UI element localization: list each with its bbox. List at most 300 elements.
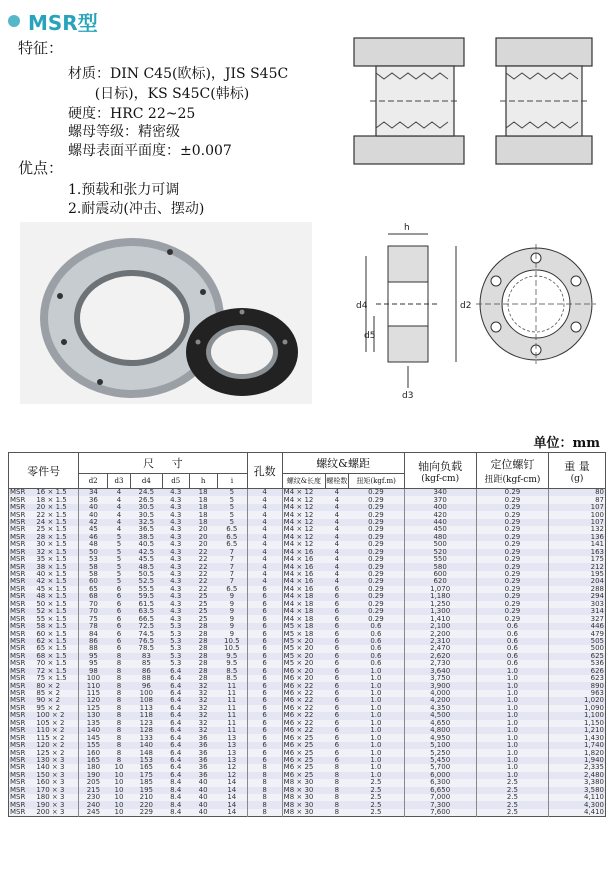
part-size: 75 × 1.5: [35, 675, 78, 682]
cell-weight: 80: [549, 489, 606, 497]
cell-axial-load: 5,700: [404, 764, 476, 771]
table-row: [9, 727, 606, 734]
cell-d4: 96: [130, 682, 162, 689]
cell-torque: 0.6: [348, 653, 404, 660]
cell-weight: 4,110: [549, 794, 606, 801]
cell-screw-count: 6: [326, 712, 349, 719]
part-prefix: MSR: [9, 794, 36, 801]
cell-set-screw-torque: 0.29: [476, 496, 548, 503]
part-prefix: MSR: [9, 623, 36, 630]
cell-thread: M6 × 25: [282, 742, 325, 749]
cell-thread: M5 × 20: [282, 660, 325, 667]
cell-torque: 1.0: [348, 690, 404, 697]
cell-thread: M5 × 18: [282, 623, 325, 630]
cell-torque: 1.0: [348, 757, 404, 764]
part-prefix: MSR: [9, 787, 36, 794]
cell-set-screw-torque: 0.29: [476, 549, 548, 556]
cell-d5: 4.3: [162, 571, 189, 578]
cell-h: 25: [189, 608, 217, 615]
cell-d4: 195: [130, 787, 162, 794]
cell-holes: 6: [247, 690, 282, 697]
cell-holes: 8: [247, 801, 282, 808]
cell-set-screw-torque: 0.29: [476, 541, 548, 548]
cell-d2: 135: [79, 720, 108, 727]
cell-set-screw-torque: 0.29: [476, 526, 548, 533]
cell-d2: 230: [79, 794, 108, 801]
cell-torque: 0.29: [348, 496, 404, 503]
cell-i: 12: [217, 772, 247, 779]
cell-d5: 4.3: [162, 519, 189, 526]
cell-thread: M4 × 12: [282, 511, 325, 518]
cell-thread: M4 × 12: [282, 519, 325, 526]
cell-thread: M4 × 18: [282, 608, 325, 615]
cell-axial-load: 7,600: [404, 809, 476, 817]
cell-screw-count: 6: [326, 660, 349, 667]
cell-screw-count: 4: [326, 526, 349, 533]
cell-weight: 1,150: [549, 720, 606, 727]
cell-d3: 8: [108, 749, 131, 756]
cell-screw-count: 6: [326, 645, 349, 652]
cell-holes: 8: [247, 764, 282, 771]
cell-weight: 107: [549, 504, 606, 511]
cell-d2: 165: [79, 757, 108, 764]
cell-screw-count: 6: [326, 608, 349, 615]
cell-h: 40: [189, 787, 217, 794]
cell-d4: 50.5: [130, 571, 162, 578]
cell-screw-count: 6: [326, 630, 349, 637]
cell-weight: 132: [549, 526, 606, 533]
cell-torque: 1.0: [348, 749, 404, 756]
cell-holes: 6: [247, 615, 282, 622]
cell-holes: 6: [247, 734, 282, 741]
cell-d5: 6.4: [162, 772, 189, 779]
cell-thread: M6 × 22: [282, 727, 325, 734]
weight-unit: (g): [570, 473, 584, 484]
cell-axial-load: 5,100: [404, 742, 476, 749]
cell-d3: 6: [108, 608, 131, 615]
cell-torque: 1.0: [348, 742, 404, 749]
cell-axial-load: 370: [404, 496, 476, 503]
cell-set-screw-torque: 0.6: [476, 630, 548, 637]
cell-d2: 46: [79, 534, 108, 541]
cell-d4: 38.5: [130, 534, 162, 541]
cell-axial-load: 3,750: [404, 675, 476, 682]
part-size: 80 × 2: [35, 682, 78, 689]
cell-weight: 1,090: [549, 705, 606, 712]
part-prefix: MSR: [9, 489, 36, 497]
cell-holes: 6: [247, 727, 282, 734]
cell-h: 22: [189, 578, 217, 585]
table-row: [9, 682, 606, 689]
cell-axial-load: 440: [404, 519, 476, 526]
cell-thread: M6 × 22: [282, 690, 325, 697]
cell-d3: 10: [108, 794, 131, 801]
cell-d5: 8.4: [162, 801, 189, 808]
cell-d3: 6: [108, 638, 131, 645]
cell-set-screw-torque: 1.0: [476, 764, 548, 771]
cell-d4: 59.5: [130, 593, 162, 600]
cell-set-screw-torque: 0.29: [476, 534, 548, 541]
cell-set-screw-torque: 0.29: [476, 586, 548, 593]
cell-d5: 6.4: [162, 749, 189, 756]
cell-d4: 220: [130, 801, 162, 808]
cell-weight: 1,940: [549, 757, 606, 764]
cell-h: 36: [189, 749, 217, 756]
cell-d5: 4.3: [162, 549, 189, 556]
table-row: [9, 712, 606, 719]
part-size: 72 × 1.5: [35, 668, 78, 675]
part-size: 55 × 1.5: [35, 615, 78, 622]
cell-d2: 98: [79, 668, 108, 675]
cell-d3: 8: [108, 720, 131, 727]
cell-h: 32: [189, 682, 217, 689]
cell-weight: 623: [549, 675, 606, 682]
cell-weight: 3,380: [549, 779, 606, 786]
part-prefix: MSR: [9, 720, 36, 727]
cell-screw-count: 8: [326, 787, 349, 794]
table-row: [9, 578, 606, 585]
cell-set-screw-torque: 2.5: [476, 801, 548, 808]
cell-weight: 1,100: [549, 712, 606, 719]
part-size: 95 × 2: [35, 705, 78, 712]
cell-set-screw-torque: 0.29: [476, 556, 548, 563]
cell-holes: 6: [247, 675, 282, 682]
cell-d4: 72.5: [130, 623, 162, 630]
cell-thread: M6 × 22: [282, 720, 325, 727]
cell-weight: 1,820: [549, 749, 606, 756]
cell-thread: M4 × 18: [282, 601, 325, 608]
cell-axial-load: 3,900: [404, 682, 476, 689]
cell-axial-load: 1,300: [404, 608, 476, 615]
cell-d2: 160: [79, 749, 108, 756]
cell-h: 32: [189, 712, 217, 719]
part-size: 52 × 1.5: [35, 608, 78, 615]
cell-d4: 133: [130, 734, 162, 741]
cell-d5: 6.4: [162, 682, 189, 689]
part-prefix: MSR: [9, 809, 36, 817]
cell-holes: 8: [247, 787, 282, 794]
cell-axial-load: 1,180: [404, 593, 476, 600]
sub-header-d3: d3: [108, 474, 131, 489]
sub-header-screw-count: 螺栓数: [326, 474, 349, 489]
part-prefix: MSR: [9, 534, 36, 541]
cell-holes: 4: [247, 504, 282, 511]
cell-axial-load: 450: [404, 526, 476, 533]
cell-screw-count: 4: [326, 496, 349, 503]
cell-d2: 190: [79, 772, 108, 779]
header-thread: 螺纹&螺距: [282, 453, 404, 474]
part-prefix: MSR: [9, 749, 36, 756]
cell-h: 32: [189, 720, 217, 727]
table-row: [9, 556, 606, 563]
cell-set-screw-torque: 1.0: [476, 697, 548, 704]
part-size: 85 × 2: [35, 690, 78, 697]
cell-d5: 6.4: [162, 757, 189, 764]
cell-d4: 24.5: [130, 489, 162, 497]
cell-torque: 0.29: [348, 556, 404, 563]
cell-set-screw-torque: 1.0: [476, 749, 548, 756]
cell-holes: 4: [247, 526, 282, 533]
cell-set-screw-torque: 0.6: [476, 623, 548, 630]
part-size: 180 × 3: [35, 794, 78, 801]
table-row: [9, 645, 606, 652]
cell-holes: 6: [247, 682, 282, 689]
cell-screw-count: 6: [326, 749, 349, 756]
cell-d5: 4.3: [162, 489, 189, 497]
cell-torque: 2.5: [348, 794, 404, 801]
cell-d5: 4.3: [162, 534, 189, 541]
cell-d3: 5: [108, 534, 131, 541]
cell-set-screw-torque: 1.0: [476, 668, 548, 675]
cell-thread: M6 × 22: [282, 705, 325, 712]
cell-set-screw-torque: 1.0: [476, 742, 548, 749]
cell-torque: 1.0: [348, 682, 404, 689]
cell-d3: 4: [108, 526, 131, 533]
cell-torque: 1.0: [348, 705, 404, 712]
cell-thread: M4 × 12: [282, 534, 325, 541]
cell-h: 36: [189, 757, 217, 764]
feature-line: 材质：DIN C45(欧标)，JIS S45C: [68, 66, 289, 82]
cell-weight: 141: [549, 541, 606, 548]
cell-h: 20: [189, 534, 217, 541]
cell-h: 36: [189, 764, 217, 771]
cell-set-screw-torque: 1.0: [476, 682, 548, 689]
table-row: [9, 660, 606, 667]
cell-axial-load: 580: [404, 563, 476, 570]
part-size: 60 × 1.5: [35, 630, 78, 637]
part-prefix: MSR: [9, 727, 36, 734]
cell-d3: 6: [108, 615, 131, 622]
feature-line: 螺母表面平面度：±0.007: [68, 143, 232, 159]
cell-thread: M6 × 22: [282, 697, 325, 704]
cell-weight: 294: [549, 593, 606, 600]
cell-d2: 140: [79, 727, 108, 734]
cell-torque: 0.29: [348, 593, 404, 600]
cell-d5: 6.4: [162, 727, 189, 734]
cell-set-screw-torque: 0.29: [476, 489, 548, 497]
cell-d3: 4: [108, 496, 131, 503]
part-size: 130 × 3: [35, 757, 78, 764]
cell-d3: 8: [108, 660, 131, 667]
cell-d3: 8: [108, 675, 131, 682]
cell-h: 18: [189, 489, 217, 497]
part-prefix: MSR: [9, 801, 36, 808]
cell-axial-load: 4,650: [404, 720, 476, 727]
part-prefix: MSR: [9, 712, 36, 719]
sub-header-h: h: [189, 474, 217, 489]
advantages-label: 优点：: [18, 159, 64, 177]
cell-axial-load: 4,350: [404, 705, 476, 712]
cell-torque: 0.29: [348, 526, 404, 533]
cell-i: 5: [217, 504, 247, 511]
cell-i: 5: [217, 519, 247, 526]
cell-d4: 108: [130, 697, 162, 704]
cell-d2: 70: [79, 608, 108, 615]
part-prefix: MSR: [9, 608, 36, 615]
cell-h: 32: [189, 697, 217, 704]
cell-set-screw-torque: 2.5: [476, 787, 548, 794]
cell-d4: 148: [130, 749, 162, 756]
cell-holes: 6: [247, 630, 282, 637]
cell-i: 10.5: [217, 638, 247, 645]
cell-holes: 6: [247, 712, 282, 719]
cell-thread: M8 × 30: [282, 779, 325, 786]
cell-torque: 1.0: [348, 720, 404, 727]
cell-weight: 136: [549, 534, 606, 541]
cell-h: 22: [189, 586, 217, 593]
table-row: [9, 749, 606, 756]
part-size: 18 × 1.5: [35, 496, 78, 503]
cell-i: 11: [217, 690, 247, 697]
dim-label-d3: d3: [402, 391, 414, 401]
cell-holes: 4: [247, 578, 282, 585]
cell-set-screw-torque: 0.29: [476, 601, 548, 608]
part-prefix: MSR: [9, 593, 36, 600]
cell-set-screw-torque: 0.29: [476, 571, 548, 578]
cell-d2: 40: [79, 511, 108, 518]
cell-weight: 479: [549, 630, 606, 637]
cell-h: 22: [189, 556, 217, 563]
cell-d2: 40: [79, 504, 108, 511]
cell-i: 7: [217, 578, 247, 585]
cell-d3: 10: [108, 801, 131, 808]
table-row: [9, 720, 606, 727]
cell-d3: 10: [108, 787, 131, 794]
cell-i: 13: [217, 757, 247, 764]
part-size: 140 × 3: [35, 764, 78, 771]
cell-i: 7: [217, 549, 247, 556]
cell-d5: 6.4: [162, 690, 189, 697]
cell-d3: 8: [108, 734, 131, 741]
axial-load-unit: (kgf-cm): [421, 473, 460, 484]
cell-d4: 185: [130, 779, 162, 786]
cell-d4: 32.5: [130, 519, 162, 526]
cell-d4: 61.5: [130, 601, 162, 608]
part-prefix: MSR: [9, 645, 36, 652]
cell-d2: 65: [79, 586, 108, 593]
cell-d4: 30.5: [130, 504, 162, 511]
cell-axial-load: 6,000: [404, 772, 476, 779]
cell-holes: 6: [247, 757, 282, 764]
table-row: [9, 563, 606, 570]
feature-line: (日标)，KS S45C(韩标): [68, 86, 250, 102]
cell-set-screw-torque: 2.5: [476, 794, 548, 801]
cell-holes: 4: [247, 541, 282, 548]
table-row: [9, 690, 606, 697]
cell-torque: 0.29: [348, 489, 404, 497]
cell-axial-load: 1,070: [404, 586, 476, 593]
cell-d3: 5: [108, 556, 131, 563]
part-prefix: MSR: [9, 526, 36, 533]
spec-table: [8, 452, 606, 817]
cell-screw-count: 4: [326, 556, 349, 563]
cell-torque: 0.29: [348, 519, 404, 526]
cell-h: 40: [189, 779, 217, 786]
cell-set-screw-torque: 1.0: [476, 734, 548, 741]
cell-i: 9.5: [217, 653, 247, 660]
cell-weight: 4,300: [549, 801, 606, 808]
bullet-dot-icon: [8, 15, 20, 27]
cell-screw-count: 4: [326, 519, 349, 526]
cell-d4: 63.5: [130, 608, 162, 615]
cell-thread: M6 × 22: [282, 712, 325, 719]
cell-d2: 240: [79, 801, 108, 808]
cell-d4: 52.5: [130, 578, 162, 585]
cell-thread: M6 × 25: [282, 749, 325, 756]
table-row: [9, 787, 606, 794]
cell-weight: 1,210: [549, 727, 606, 734]
cell-d3: 6: [108, 645, 131, 652]
cell-h: 28: [189, 638, 217, 645]
cell-set-screw-torque: 0.29: [476, 519, 548, 526]
cell-h: 28: [189, 660, 217, 667]
cell-weight: 288: [549, 586, 606, 593]
cell-torque: 1.0: [348, 668, 404, 675]
cell-torque: 0.29: [348, 615, 404, 622]
cell-d2: 245: [79, 809, 108, 817]
features-label: 特征：: [18, 39, 64, 57]
cell-d2: 155: [79, 742, 108, 749]
part-size: 68 × 1.5: [35, 653, 78, 660]
cell-screw-count: 4: [326, 571, 349, 578]
cell-axial-load: 4,500: [404, 712, 476, 719]
cell-set-screw-torque: 0.6: [476, 638, 548, 645]
part-size: 22 × 1.5: [35, 511, 78, 518]
cell-screw-count: 8: [326, 794, 349, 801]
cell-holes: 4: [247, 549, 282, 556]
cell-d5: 4.3: [162, 563, 189, 570]
cell-set-screw-torque: 1.0: [476, 772, 548, 779]
part-size: 35 × 1.5: [35, 556, 78, 563]
cell-i: 9: [217, 615, 247, 622]
cell-holes: 6: [247, 668, 282, 675]
page-title: [8, 8, 98, 34]
part-size: 190 × 3: [35, 801, 78, 808]
cell-axial-load: 4,000: [404, 690, 476, 697]
table-row: [9, 571, 606, 578]
cell-axial-load: 4,800: [404, 727, 476, 734]
cell-set-screw-torque: 2.5: [476, 779, 548, 786]
cell-d3: 6: [108, 623, 131, 630]
cell-holes: 4: [247, 556, 282, 563]
cell-torque: 0.6: [348, 638, 404, 645]
cell-screw-count: 6: [326, 623, 349, 630]
part-size: 160 × 3: [35, 779, 78, 786]
cell-d4: 88: [130, 675, 162, 682]
cell-d2: 88: [79, 645, 108, 652]
cell-axial-load: 2,200: [404, 630, 476, 637]
table-row: [9, 742, 606, 749]
cell-h: 28: [189, 653, 217, 660]
cell-screw-count: 6: [326, 697, 349, 704]
cell-h: 22: [189, 563, 217, 570]
cell-d5: 8.4: [162, 787, 189, 794]
cell-weight: 195: [549, 571, 606, 578]
part-size: 40 × 1.5: [35, 571, 78, 578]
cell-torque: 0.29: [348, 541, 404, 548]
cell-screw-count: 6: [326, 653, 349, 660]
part-prefix: MSR: [9, 734, 36, 741]
cell-i: 11: [217, 712, 247, 719]
cell-thread: M6 × 25: [282, 757, 325, 764]
cell-screw-count: 6: [326, 682, 349, 689]
cell-screw-count: 6: [326, 668, 349, 675]
cell-d2: 84: [79, 630, 108, 637]
cell-i: 14: [217, 779, 247, 786]
cell-d3: 5: [108, 563, 131, 570]
cell-screw-count: 6: [326, 601, 349, 608]
part-size: 125 × 2: [35, 749, 78, 756]
